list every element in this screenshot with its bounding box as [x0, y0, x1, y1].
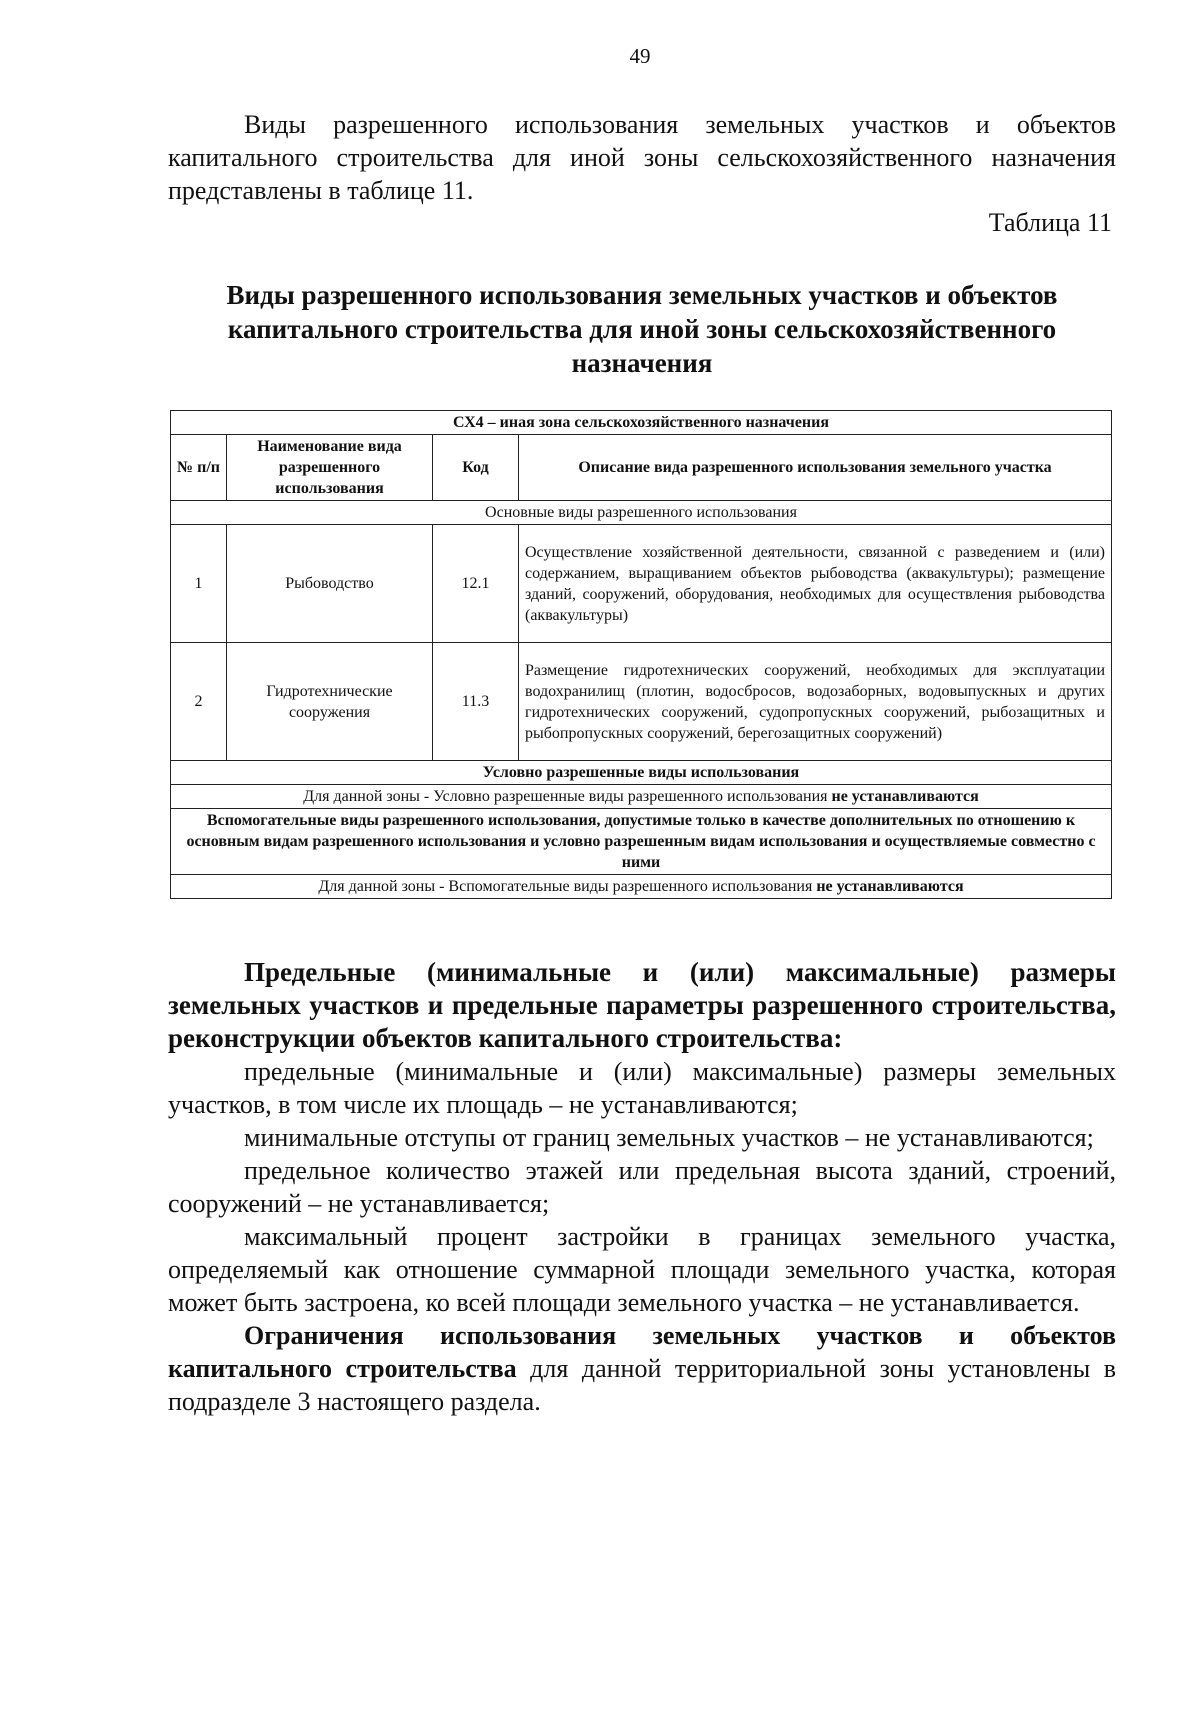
table-row [171, 643, 1112, 761]
row-desc: Размещение гидротехнических сооружений, необходимых для эксплуатации водохранилищ (плотин, водосбросов, водозаборных, водовыпускных и других гидротехнических сооружений, судопропускных сооружений, рыбозащитных и рыбопропускных сооружений, берегозащитных сооружений) [519, 643, 1112, 761]
limits-item: предельное количество этажей или предельная высота зданий, строений, сооружений – не устанавливается; [168, 1156, 1116, 1218]
limits-item: максимальный процент застройки в границах земельного участка, определяемый как отношение суммарной площади земельного участка, которая может быть застроена, ко всей площади земельного участка – не устанавливается. [168, 1222, 1116, 1317]
table-row [171, 525, 1112, 643]
limits-section [168, 956, 1116, 1418]
restrictions-paragraph [168, 1319, 1116, 1418]
section-conditional: Условно разрешенные виды использования [171, 761, 1112, 785]
auxiliary-note-text: Для данной зоны - Вспомогательные виды разрешенного использования [318, 878, 817, 895]
limits-heading: Предельные (минимальные и (или) максимальные) размеры земельных участков и предельные параметры разрешенного строительства, реконструкции объектов капитального строительства: [168, 957, 1116, 1053]
row-num: 2 [171, 643, 227, 761]
row-desc: Осуществление хозяйственной деятельности, связанной с разведением и (или) содержанием, выращиванием объектов рыбоводства (аквакультуры); размещение зданий, сооружений, оборудования, необходимых для осуществления рыбоводства (аквакультуры) [519, 525, 1112, 643]
row-num: 1 [171, 525, 227, 643]
auxiliary-note-bold: не устанавливаются [816, 878, 964, 895]
section-auxiliary: Вспомогательные виды разрешенного использования, допустимые только в качестве дополнительных по отношению к основным видам разрешенного использования и условно разрешенным видам использования и осуществляемые совместно с ними [171, 809, 1112, 875]
restrictions-rest: для данной территориальной зоны установлены в подразделе 3 настоящего раздела. [168, 1354, 1116, 1416]
intro-paragraph: Виды разрешенного использования земельных участков и объектов капитального строительства для иной зоны сельскохозяйственного назначения представлены в таблице 11. [168, 110, 1116, 205]
limits-item: минимальные отступы от границ земельных участков – не устанавливаются; [244, 1123, 1094, 1152]
conditional-note-text: Для данной зоны - Условно разрешенные виды разрешенного использования [303, 788, 832, 805]
zone-header: СХ4 – иная зона сельскохозяйственного назначения [171, 411, 1112, 435]
col-header-num: № п/п [171, 435, 227, 501]
conditional-note-bold: не устанавливаются [831, 788, 979, 805]
row-name: Рыбоводство [227, 525, 433, 643]
row-code: 11.3 [433, 643, 519, 761]
land-use-table [170, 410, 1112, 899]
auxiliary-note [171, 875, 1112, 899]
col-header-code: Код [433, 435, 519, 501]
table-title: Виды разрешенного использования земельных участков и объектов капитального строительства для иной зоны сельскохозяйственного назначения [226, 280, 1058, 378]
page-number: 49 [629, 44, 651, 68]
section-main: Основные виды разрешенного использования [171, 501, 1112, 525]
col-header-desc: Описание вида разрешенного использования земельного участка [519, 435, 1112, 501]
row-code: 12.1 [433, 525, 519, 643]
restrictions-bold: Ограничения использования земельных участков и объектов капитального строительства [168, 1321, 1116, 1383]
col-header-name: Наименование вида разрешенного использования [227, 435, 433, 501]
row-name: Гидротехнические сооружения [227, 643, 433, 761]
conditional-note [171, 785, 1112, 809]
limits-item: предельные (минимальные и (или) максимальные) размеры земельных участков, в том числе их площадь – не устанавливаются; [168, 1057, 1116, 1119]
table-caption: Таблица 11 [988, 208, 1112, 237]
